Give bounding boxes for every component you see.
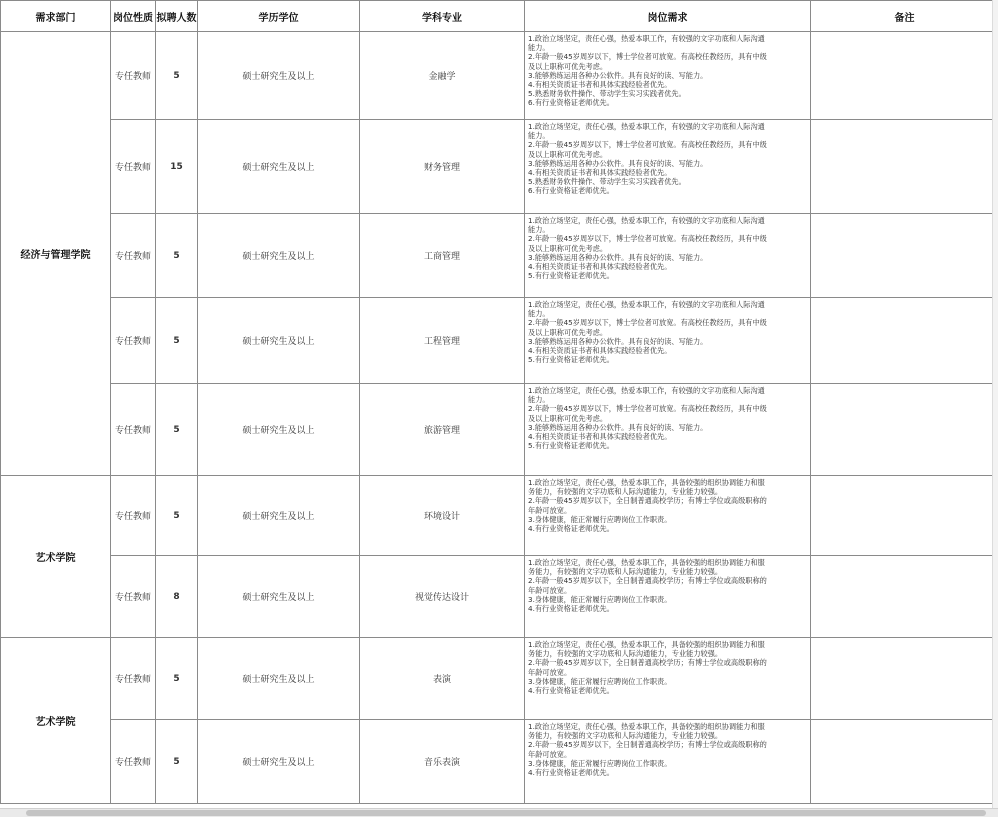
requirement-line: 及以上职称可优先考虑。 [528,150,807,159]
requirement-line: 务能力，有较强的文字功底和人际沟通能力，专业能力较强。 [528,649,807,658]
remark-cell [811,476,998,556]
hire-count-cell: 15 [156,120,198,214]
position-nature-cell: 专任教师 [111,638,156,720]
hire-count-cell: 5 [156,720,198,804]
requirement-line: 1.政治立场坚定，责任心强，热爱本职工作，有较强的文字功底和人际沟通 [528,122,807,131]
degree-cell: 硕士研究生及以上 [198,298,360,384]
table-row [1,120,998,214]
degree-cell: 硕士研究生及以上 [198,120,360,214]
requirement-line: 3.能够熟练运用各种办公软件。具有良好的读、写能力。 [528,253,807,262]
requirements-cell [525,384,811,476]
requirements-cell [525,476,811,556]
requirement-line: 5.有行业资格证老师优先。 [528,271,807,280]
remark-cell [811,120,998,214]
table-row [1,214,998,298]
table-row [1,638,998,720]
requirements-cell [525,556,811,638]
requirements-cell [525,32,811,120]
requirement-line: 及以上职称可优先考虑。 [528,244,807,253]
requirement-line: 4.有相关资质证书者和具体实践经验者优先。 [528,168,807,177]
requirement-line: 2.年龄一般45岁周岁以下，全日制普通高校学历；有博士学位或高级职称的 [528,496,807,505]
table-row [1,384,998,476]
table-row [1,32,998,120]
degree-cell: 硕士研究生及以上 [198,720,360,804]
position-nature-cell: 专任教师 [111,32,156,120]
header-remark: 备注 [811,1,998,32]
requirement-line: 能力。 [528,131,807,140]
position-nature-cell: 专任教师 [111,556,156,638]
degree-cell: 硕士研究生及以上 [198,638,360,720]
remark-cell [811,556,998,638]
requirement-line: 5.熟悉财务软件操作、带动学生实习实践者优先。 [528,89,807,98]
requirement-line: 6.有行业资格证老师优先。 [528,186,807,195]
hire-count-cell: 5 [156,638,198,720]
remark-cell [811,32,998,120]
requirement-line: 2.年龄一般45岁周岁以下，博士学位者可放宽。有高校任教经历，具有中级 [528,318,807,327]
position-nature-cell: 专任教师 [111,476,156,556]
position-nature-cell: 专任教师 [111,720,156,804]
requirement-line: 5.熟悉财务软件操作、带动学生实习实践者优先。 [528,177,807,186]
position-nature-cell: 专任教师 [111,120,156,214]
hire-count-cell: 5 [156,214,198,298]
header-count: 拟聘人数 [156,1,198,32]
major-cell: 金融学 [360,32,525,120]
requirement-line: 务能力，有较强的文字功底和人际沟通能力，专业能力较强。 [528,487,807,496]
requirement-line: 1.政治立场坚定，责任心强，热爱本职工作，具备较强的组织协调能力和服 [528,558,807,567]
hire-count-cell: 8 [156,556,198,638]
requirement-line: 能力。 [528,43,807,52]
degree-cell: 硕士研究生及以上 [198,556,360,638]
header-nature: 岗位性质 [111,1,156,32]
table-row [1,556,998,638]
requirement-line: 1.政治立场坚定，责任心强，热爱本职工作，具备较强的组织协调能力和服 [528,722,807,731]
degree-cell: 硕士研究生及以上 [198,476,360,556]
requirement-line: 1.政治立场坚定，责任心强，热爱本职工作，具备较强的组织协调能力和服 [528,640,807,649]
requirement-line: 1.政治立场坚定，责任心强，热爱本职工作，有较强的文字功底和人际沟通 [528,216,807,225]
header-major: 学科专业 [360,1,525,32]
department-cell: 经济与管理学院 [1,32,111,476]
hire-count-cell: 5 [156,476,198,556]
major-cell: 音乐表演 [360,720,525,804]
requirement-line: 3.能够熟练运用各种办公软件。具有良好的读、写能力。 [528,337,807,346]
major-cell: 工商管理 [360,214,525,298]
major-cell: 财务管理 [360,120,525,214]
requirement-line: 4.有相关资质证书者和具体实践经验者优先。 [528,80,807,89]
requirement-line: 能力。 [528,309,807,318]
requirement-line: 4.有相关资质证书者和具体实践经验者优先。 [528,346,807,355]
requirement-line: 5.有行业资格证老师优先。 [528,355,807,364]
remark-cell [811,638,998,720]
requirement-line: 2.年龄一般45岁周岁以下，全日制普通高校学历；有博士学位或高级职称的 [528,740,807,749]
requirement-line: 务能力，有较强的文字功底和人际沟通能力，专业能力较强。 [528,567,807,576]
table-body [1,32,998,804]
requirement-line: 2.年龄一般45岁周岁以下，博士学位者可放宽。有高校任教经历，具有中级 [528,234,807,243]
requirement-line: 5.有行业资格证老师优先。 [528,441,807,450]
requirement-line: 4.有行业资格证老师优先。 [528,768,807,777]
requirements-cell [525,298,811,384]
major-cell: 旅游管理 [360,384,525,476]
department-cell: 艺术学院 [1,476,111,638]
table-row [1,298,998,384]
requirement-line: 年龄可放宽。 [528,668,807,677]
degree-cell: 硕士研究生及以上 [198,214,360,298]
major-cell: 工程管理 [360,298,525,384]
requirement-line: 6.有行业资格证老师优先。 [528,98,807,107]
header-department: 需求部门 [1,1,111,32]
hire-count-cell: 5 [156,32,198,120]
requirement-line: 年龄可放宽。 [528,506,807,515]
hire-count-cell: 5 [156,298,198,384]
vertical-scrollbar[interactable] [992,0,998,808]
position-nature-cell: 专任教师 [111,214,156,298]
position-nature-cell: 专任教师 [111,384,156,476]
requirement-line: 4.有相关资质证书者和具体实践经验者优先。 [528,262,807,271]
requirement-line: 能力。 [528,395,807,404]
requirement-line: 1.政治立场坚定，责任心强，热爱本职工作，有较强的文字功底和人际沟通 [528,386,807,395]
requirement-line: 1.政治立场坚定，责任心强，热爱本职工作，具备较强的组织协调能力和服 [528,478,807,487]
requirement-line: 年龄可放宽。 [528,586,807,595]
requirement-line: 2.年龄一般45岁周岁以下，博士学位者可放宽。有高校任教经历，具有中级 [528,52,807,61]
requirement-line: 4.有行业资格证老师优先。 [528,604,807,613]
table-row [1,476,998,556]
requirement-line: 4.有行业资格证老师优先。 [528,524,807,533]
requirement-line: 及以上职称可优先考虑。 [528,328,807,337]
remark-cell [811,384,998,476]
requirement-line: 2.年龄一般45岁周岁以下，全日制普通高校学历；有博士学位或高级职称的 [528,658,807,667]
requirement-line: 3.能够熟练运用各种办公软件。具有良好的读、写能力。 [528,423,807,432]
requirement-line: 3.能够熟练运用各种办公软件。具有良好的读、写能力。 [528,71,807,80]
major-cell: 表演 [360,638,525,720]
header-requirements: 岗位需求 [525,1,811,32]
hire-count-cell: 5 [156,384,198,476]
requirement-line: 务能力，有较强的文字功底和人际沟通能力，专业能力较强。 [528,731,807,740]
degree-cell: 硕士研究生及以上 [198,32,360,120]
requirement-line: 能力。 [528,225,807,234]
requirement-line: 2.年龄一般45岁周岁以下，博士学位者可放宽。有高校任教经历，具有中级 [528,140,807,149]
requirements-cell [525,638,811,720]
requirement-line: 2.年龄一般45岁周岁以下，全日制普通高校学历；有博士学位或高级职称的 [528,576,807,585]
requirement-line: 年龄可放宽。 [528,750,807,759]
requirements-cell [525,214,811,298]
position-nature-cell: 专任教师 [111,298,156,384]
requirement-line: 及以上职称可优先考虑。 [528,62,807,71]
requirement-line: 4.有相关资质证书者和具体实践经验者优先。 [528,432,807,441]
department-cell: 艺术学院 [1,638,111,804]
requirement-line: 3.身体健康，能正常履行应聘岗位工作职责。 [528,515,807,524]
header-row [1,1,998,32]
requirement-line: 3.身体健康，能正常履行应聘岗位工作职责。 [528,759,807,768]
requirement-line: 3.身体健康，能正常履行应聘岗位工作职责。 [528,595,807,604]
scrollbar-thumb[interactable] [26,810,986,816]
requirement-line: 3.身体健康，能正常履行应聘岗位工作职责。 [528,677,807,686]
remark-cell [811,298,998,384]
remark-cell [811,720,998,804]
requirement-line: 3.能够熟练运用各种办公软件。具有良好的读、写能力。 [528,159,807,168]
major-cell: 环境设计 [360,476,525,556]
requirement-line: 4.有行业资格证老师优先。 [528,686,807,695]
requirement-line: 2.年龄一般45岁周岁以下，博士学位者可放宽。有高校任教经历，具有中级 [528,404,807,413]
table-row [1,720,998,804]
remark-cell [811,214,998,298]
requirement-line: 及以上职称可优先考虑。 [528,414,807,423]
degree-cell: 硕士研究生及以上 [198,384,360,476]
header-degree: 学历学位 [198,1,360,32]
requirements-cell [525,120,811,214]
major-cell: 视觉传达设计 [360,556,525,638]
requirements-cell [525,720,811,804]
requirement-line: 1.政治立场坚定，责任心强，热爱本职工作，有较强的文字功底和人际沟通 [528,34,807,43]
requirement-line: 1.政治立场坚定，责任心强，热爱本职工作，有较强的文字功底和人际沟通 [528,300,807,309]
